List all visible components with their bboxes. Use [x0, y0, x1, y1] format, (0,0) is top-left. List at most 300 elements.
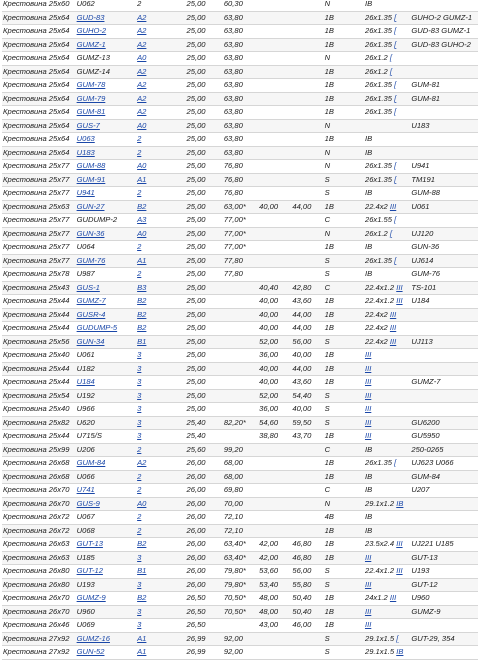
type-code[interactable]: B2	[137, 201, 147, 211]
part-name-cell	[2, 524, 76, 538]
type-code[interactable]: B2	[137, 539, 147, 548]
inner-length-value-cell	[258, 565, 291, 579]
part-code[interactable]: GUN-27	[76, 201, 105, 211]
length-value-cell	[223, 497, 258, 511]
type-code[interactable]: 3	[137, 552, 142, 562]
type-code[interactable]: A1	[137, 633, 147, 643]
bearing-spec-cell	[364, 295, 410, 309]
type-code-cell	[136, 146, 185, 160]
length-value: 76,80	[223, 188, 243, 197]
bearing-type-link[interactable]: [	[394, 26, 397, 35]
part-code[interactable]: GUT-13	[76, 539, 103, 548]
cross-reference: U183	[411, 120, 430, 130]
table-row	[2, 632, 478, 646]
bearing-type-link[interactable]: [	[394, 255, 397, 265]
outer-length-value-cell	[291, 65, 323, 79]
part-code: U620	[76, 417, 95, 427]
style-code-cell	[324, 511, 364, 525]
style-code: S	[324, 404, 330, 413]
length-value: 70,00	[223, 498, 243, 508]
diameter-value-cell	[186, 511, 223, 525]
diameter-value: 25,00	[186, 80, 206, 89]
part-code-cell	[76, 605, 137, 619]
table-row	[2, 38, 478, 52]
part-code-cell	[76, 322, 137, 336]
length-value: 77,00*	[223, 242, 246, 251]
bearing-type-link[interactable]: III	[389, 201, 397, 211]
style-code: S	[324, 633, 330, 643]
bearing-spec[interactable]: III	[364, 606, 372, 616]
part-name-cell	[2, 403, 76, 417]
type-code[interactable]: A1	[137, 174, 147, 184]
bearing-type-link[interactable]: III	[389, 593, 397, 602]
diameter-value: 25,00	[186, 350, 206, 359]
bearing-spec: 26x1.35	[364, 26, 392, 35]
length-value-cell	[223, 511, 258, 525]
bearing-type-link[interactable]: IB	[396, 498, 404, 508]
bearing-spec[interactable]: III	[364, 350, 372, 359]
type-code[interactable]: 3	[137, 350, 142, 359]
diameter-value-cell	[186, 119, 223, 133]
type-code[interactable]: 3	[137, 390, 142, 400]
outer-length-value-cell	[291, 92, 323, 106]
bearing-type-link[interactable]: [	[389, 53, 393, 62]
type-code[interactable]: A1	[137, 255, 147, 265]
cross-reference-cell	[410, 79, 478, 93]
length-value-cell	[223, 11, 258, 25]
cross-reference-cell	[410, 187, 478, 201]
type-code[interactable]: A1	[137, 647, 147, 656]
inner-length-value-cell	[258, 52, 291, 66]
part-code[interactable]: GUN-52	[76, 647, 105, 656]
inner-length-value: 53,40	[259, 579, 279, 589]
style-code: S	[324, 579, 330, 589]
bearing-spec: IB	[364, 444, 373, 454]
style-code-cell	[324, 403, 364, 417]
cross-reference-cell	[410, 362, 478, 376]
outer-length-value-cell	[291, 457, 323, 471]
cross-reference: GUT-29, 354	[411, 633, 455, 643]
bearing-spec-cell	[364, 281, 410, 295]
part-code-cell	[76, 619, 137, 633]
bearing-spec-cell	[364, 565, 410, 579]
type-code[interactable]: A0	[137, 53, 147, 62]
type-code[interactable]: A0	[137, 120, 147, 130]
part-code[interactable]: GUD-83	[76, 12, 105, 22]
type-code[interactable]: A2	[137, 80, 147, 89]
style-code: 1B	[324, 134, 334, 143]
diameter-value: 25,00	[186, 296, 206, 305]
bearing-type-link[interactable]: III	[389, 323, 397, 332]
part-code[interactable]: GUHO-2	[76, 26, 107, 35]
style-code: 1B	[324, 323, 334, 332]
type-code[interactable]: A0	[137, 498, 147, 508]
cross-reference-cell	[410, 551, 478, 565]
type-code[interactable]: 2	[137, 242, 142, 251]
style-code-cell	[324, 605, 364, 619]
type-code[interactable]: B2	[137, 593, 147, 602]
type-code[interactable]: B2	[137, 309, 147, 319]
inner-length-value-cell	[258, 187, 291, 201]
bearing-spec[interactable]: III	[364, 579, 372, 589]
bearing-spec[interactable]: III	[364, 620, 372, 629]
inner-length-value-cell	[258, 214, 291, 228]
part-name: Крестовина 26х80	[3, 579, 70, 589]
cross-reference: GUT-13	[411, 552, 438, 562]
part-code[interactable]: GUS-9	[76, 498, 100, 508]
length-value-cell	[223, 268, 258, 282]
part-code[interactable]: U941	[76, 188, 95, 197]
type-code[interactable]: A2	[137, 39, 147, 49]
style-code-cell	[324, 646, 364, 660]
style-code: N	[324, 147, 331, 157]
diameter-value: 26,50	[186, 593, 206, 602]
type-code[interactable]: 3	[137, 620, 142, 629]
part-code[interactable]: GUM-81	[76, 107, 106, 116]
diameter-value-cell	[186, 65, 223, 79]
bearing-type-link[interactable]: III	[396, 539, 403, 548]
cross-reference-cell	[410, 389, 478, 403]
diameter-value: 25,00	[186, 255, 206, 265]
type-code[interactable]: 2	[137, 485, 142, 494]
part-name: Крестовина 25х63	[3, 201, 70, 211]
bearing-spec[interactable]: III	[364, 431, 372, 440]
part-name-cell	[2, 187, 76, 201]
table-row	[2, 619, 478, 633]
style-code: C	[324, 485, 331, 494]
diameter-value: 26,00	[186, 471, 206, 481]
type-code-cell	[136, 605, 185, 619]
part-code[interactable]: GUM-88	[76, 161, 106, 170]
type-code[interactable]: 3	[137, 404, 142, 413]
part-name: Крестовина 25х64	[3, 26, 70, 35]
type-code[interactable]: 2	[137, 471, 142, 481]
bearing-spec-cell	[364, 389, 410, 403]
part-code-cell	[76, 484, 137, 498]
part-code[interactable]: GUM-76	[76, 255, 106, 265]
type-code-cell	[136, 565, 185, 579]
style-code: 1B	[324, 377, 334, 386]
type-code[interactable]: 2	[137, 134, 142, 143]
bearing-type-link[interactable]: IB	[396, 647, 404, 656]
table-row	[2, 362, 478, 376]
part-name: Крестовина 26х68	[3, 471, 70, 481]
part-code[interactable]: GUSR-4	[76, 309, 106, 319]
type-code[interactable]: A2	[137, 12, 147, 22]
style-code: 4B	[324, 512, 334, 521]
part-name-cell	[2, 376, 76, 390]
part-name-cell	[2, 322, 76, 336]
type-code-cell	[136, 335, 185, 349]
type-code-cell	[136, 416, 185, 430]
part-code[interactable]: GUN-34	[76, 336, 105, 346]
part-name-cell	[2, 565, 76, 579]
inner-length-value-cell	[258, 484, 291, 498]
part-name-cell	[2, 79, 76, 93]
part-code: U066	[76, 471, 95, 481]
bearing-spec[interactable]: III	[364, 552, 372, 562]
type-code[interactable]: 3	[137, 377, 142, 386]
style-code: N	[324, 53, 331, 62]
type-code[interactable]: A0	[137, 161, 147, 170]
part-name: Крестовина 25х64	[3, 80, 70, 89]
outer-length-value-cell	[291, 79, 323, 93]
bearing-type-link[interactable]: [	[394, 215, 397, 224]
bearing-spec-cell	[364, 376, 410, 390]
bearing-type-link[interactable]: [	[394, 39, 397, 49]
bearing-spec-cell	[364, 38, 410, 52]
part-name: Крестовина 25х64	[3, 66, 70, 76]
length-value: 70,50*	[223, 606, 246, 616]
type-code-cell	[136, 619, 185, 633]
style-code: S	[324, 566, 330, 575]
type-code[interactable]: A2	[137, 458, 147, 467]
bearing-spec-cell	[364, 551, 410, 565]
type-code[interactable]: A2	[137, 93, 147, 103]
type-code[interactable]: A0	[137, 228, 147, 238]
table-row	[2, 592, 478, 606]
part-name-cell	[2, 551, 76, 565]
bearing-spec-cell	[364, 470, 410, 484]
diameter-value-cell	[186, 443, 223, 457]
type-code[interactable]: 2	[137, 147, 142, 157]
part-code-cell	[76, 106, 137, 120]
part-name: Крестовина 25х64	[3, 12, 70, 22]
cross-reference: GUMZ-7	[411, 377, 441, 386]
inner-length-value-cell	[258, 281, 291, 295]
bearing-spec[interactable]: III	[364, 390, 372, 400]
inner-length-value: 40,00	[259, 323, 279, 332]
part-code-cell	[76, 119, 137, 133]
type-code[interactable]: 2	[137, 269, 142, 278]
style-code: 1B	[324, 471, 334, 481]
type-code[interactable]: 2	[137, 525, 142, 535]
type-code[interactable]: 3	[137, 417, 142, 427]
part-code[interactable]: U063	[76, 134, 95, 143]
table-row	[2, 295, 478, 309]
type-code-cell	[136, 484, 185, 498]
inner-length-value-cell	[258, 605, 291, 619]
bearing-type-link[interactable]: III	[396, 282, 403, 292]
bearing-spec-cell	[364, 605, 410, 619]
part-code[interactable]: U183	[76, 147, 95, 157]
bearing-type-link[interactable]: [	[389, 66, 393, 76]
diameter-value-cell	[186, 308, 223, 322]
type-code[interactable]: A2	[137, 26, 147, 35]
diameter-value: 26,00	[186, 566, 206, 575]
style-code-cell	[324, 0, 364, 11]
part-code[interactable]: GUT-12	[76, 566, 103, 575]
style-code: C	[324, 444, 331, 454]
bearing-type-link[interactable]: [	[394, 80, 397, 89]
outer-length-value-cell	[291, 605, 323, 619]
inner-length-value-cell	[258, 470, 291, 484]
table-row	[2, 511, 478, 525]
part-code[interactable]: U184	[76, 377, 95, 386]
bearing-spec[interactable]: III	[364, 363, 372, 373]
part-code[interactable]: GUDUMP-5	[76, 323, 118, 332]
part-code[interactable]: GUMZ-7	[76, 296, 106, 305]
length-value-cell	[223, 470, 258, 484]
style-code: 1B	[324, 620, 334, 629]
type-code-cell	[136, 524, 185, 538]
part-name: Крестовина 25х77	[3, 255, 70, 265]
bearing-type-link[interactable]: III	[396, 296, 403, 305]
cross-reference: U941	[411, 161, 430, 170]
part-code[interactable]: GUMZ-1	[76, 39, 106, 49]
part-code-cell	[76, 403, 137, 417]
bearing-type-link[interactable]: III	[389, 309, 397, 319]
style-code-cell	[324, 349, 364, 363]
part-code[interactable]: GUM-78	[76, 80, 106, 89]
outer-length-value: 43,60	[292, 377, 312, 386]
length-value-cell	[223, 160, 258, 174]
cross-reference: UJ614	[411, 255, 434, 265]
part-name: Крестовина 25х82	[3, 417, 70, 427]
part-code-cell	[76, 187, 137, 201]
part-code: U182	[76, 363, 95, 373]
bearing-type-link[interactable]: [	[394, 12, 397, 22]
length-value-cell	[223, 0, 258, 11]
bearing-type-link[interactable]: III	[396, 566, 403, 575]
bearing-spec: 22.4x2	[364, 309, 388, 319]
outer-length-value: 44,00	[292, 201, 312, 211]
type-code[interactable]: 3	[137, 579, 142, 589]
type-code[interactable]: A3	[137, 215, 147, 224]
part-code[interactable]: GUMZ-9	[76, 593, 106, 602]
diameter-value: 25,00	[186, 228, 206, 238]
style-code: 1B	[324, 431, 334, 440]
outer-length-value: 44,00	[292, 309, 312, 319]
inner-length-value: 54,60	[259, 417, 279, 427]
bearing-type-link[interactable]: III	[389, 336, 397, 346]
type-code[interactable]: 3	[137, 363, 142, 373]
type-code-cell	[136, 281, 185, 295]
type-code[interactable]: A2	[137, 66, 147, 76]
bearing-spec[interactable]: III	[364, 417, 372, 427]
diameter-value-cell	[186, 146, 223, 160]
part-code[interactable]: GUS-7	[76, 120, 100, 130]
bearing-type-link[interactable]: [	[394, 458, 397, 467]
bearing-type-link[interactable]: [	[394, 107, 397, 116]
diameter-value-cell	[186, 160, 223, 174]
outer-length-value-cell	[291, 403, 323, 417]
type-code[interactable]: B1	[137, 566, 147, 575]
bearing-spec: IB	[364, 512, 373, 521]
part-code-cell	[76, 308, 137, 322]
length-value: 63,80	[223, 107, 243, 116]
part-code[interactable]: U741	[76, 485, 95, 494]
bearing-spec[interactable]: III	[364, 377, 372, 386]
diameter-value: 26,00	[186, 458, 206, 467]
diameter-value-cell	[186, 133, 223, 147]
bearing-type-link[interactable]: [	[396, 633, 399, 643]
inner-length-value-cell	[258, 146, 291, 160]
type-code[interactable]: 3	[137, 431, 142, 440]
part-code[interactable]: GUN-36	[76, 228, 105, 238]
part-code-cell	[76, 443, 137, 457]
cross-reference-cell	[410, 578, 478, 592]
table-row	[2, 119, 478, 133]
style-code-cell	[324, 106, 364, 120]
bearing-type-link[interactable]: [	[394, 161, 397, 170]
bearing-type-link[interactable]: [	[389, 228, 393, 238]
part-code[interactable]: GUMZ-16	[76, 633, 110, 643]
length-value: 77,00*	[223, 228, 246, 238]
bearing-type-link[interactable]: [	[394, 174, 397, 184]
part-code-cell	[76, 632, 137, 646]
bearing-spec: 24x1.2	[364, 593, 388, 602]
part-name-cell	[2, 646, 76, 660]
type-code[interactable]: B2	[137, 323, 147, 332]
part-code-cell	[76, 389, 137, 403]
bearing-spec-cell	[364, 0, 410, 11]
part-name-cell	[2, 227, 76, 241]
cross-reference-cell	[410, 335, 478, 349]
table-row	[2, 308, 478, 322]
type-code[interactable]: B1	[137, 336, 147, 346]
part-code[interactable]: GUM-79	[76, 93, 106, 103]
diameter-value: 26,00	[186, 579, 206, 589]
inner-length-value-cell	[258, 524, 291, 538]
type-code[interactable]: B3	[137, 282, 147, 292]
outer-length-value-cell	[291, 416, 323, 430]
part-code[interactable]: GUM-91	[76, 174, 106, 184]
type-code[interactable]: 3	[137, 606, 142, 616]
inner-length-value-cell	[258, 430, 291, 444]
part-code[interactable]: GUM-84	[76, 458, 106, 467]
type-code[interactable]: 2	[137, 512, 142, 521]
length-value: 77,00*	[223, 215, 246, 224]
type-code-cell	[136, 362, 185, 376]
outer-length-value-cell	[291, 200, 323, 214]
cross-reference-cell	[410, 470, 478, 484]
part-code[interactable]: GUS-1	[76, 282, 100, 292]
part-name: Крестовина 25х56	[3, 336, 70, 346]
part-code-cell	[76, 376, 137, 390]
style-code: N	[324, 228, 331, 238]
part-name-cell	[2, 173, 76, 187]
type-code[interactable]: A2	[137, 107, 147, 116]
part-name: Крестовина 25х44	[3, 296, 70, 305]
bearing-spec[interactable]: III	[364, 404, 372, 413]
part-code: U064	[76, 242, 95, 251]
diameter-value: 26,50	[186, 606, 206, 616]
part-code-cell	[76, 362, 137, 376]
type-code-cell	[136, 160, 185, 174]
length-value-cell	[223, 592, 258, 606]
length-value: 79,80*	[223, 566, 246, 575]
outer-length-value-cell	[291, 632, 323, 646]
part-name: Крестовина 25х78	[3, 269, 70, 278]
cross-reference: UJ113	[411, 336, 433, 346]
part-name-cell	[2, 160, 76, 174]
inner-length-value-cell	[258, 38, 291, 52]
outer-length-value-cell	[291, 295, 323, 309]
cross-reference-cell	[410, 632, 478, 646]
bearing-type-link[interactable]: [	[394, 93, 397, 103]
part-code-cell	[76, 538, 137, 552]
cross-reference: GUMZ-9	[411, 606, 441, 616]
table-row	[2, 538, 478, 552]
type-code[interactable]: 2	[137, 444, 142, 454]
outer-length-value-cell	[291, 578, 323, 592]
style-code-cell	[324, 619, 364, 633]
part-code-cell	[76, 173, 137, 187]
cross-reference-cell	[410, 592, 478, 606]
type-code[interactable]: 2	[137, 188, 142, 197]
type-code[interactable]: B2	[137, 296, 147, 305]
